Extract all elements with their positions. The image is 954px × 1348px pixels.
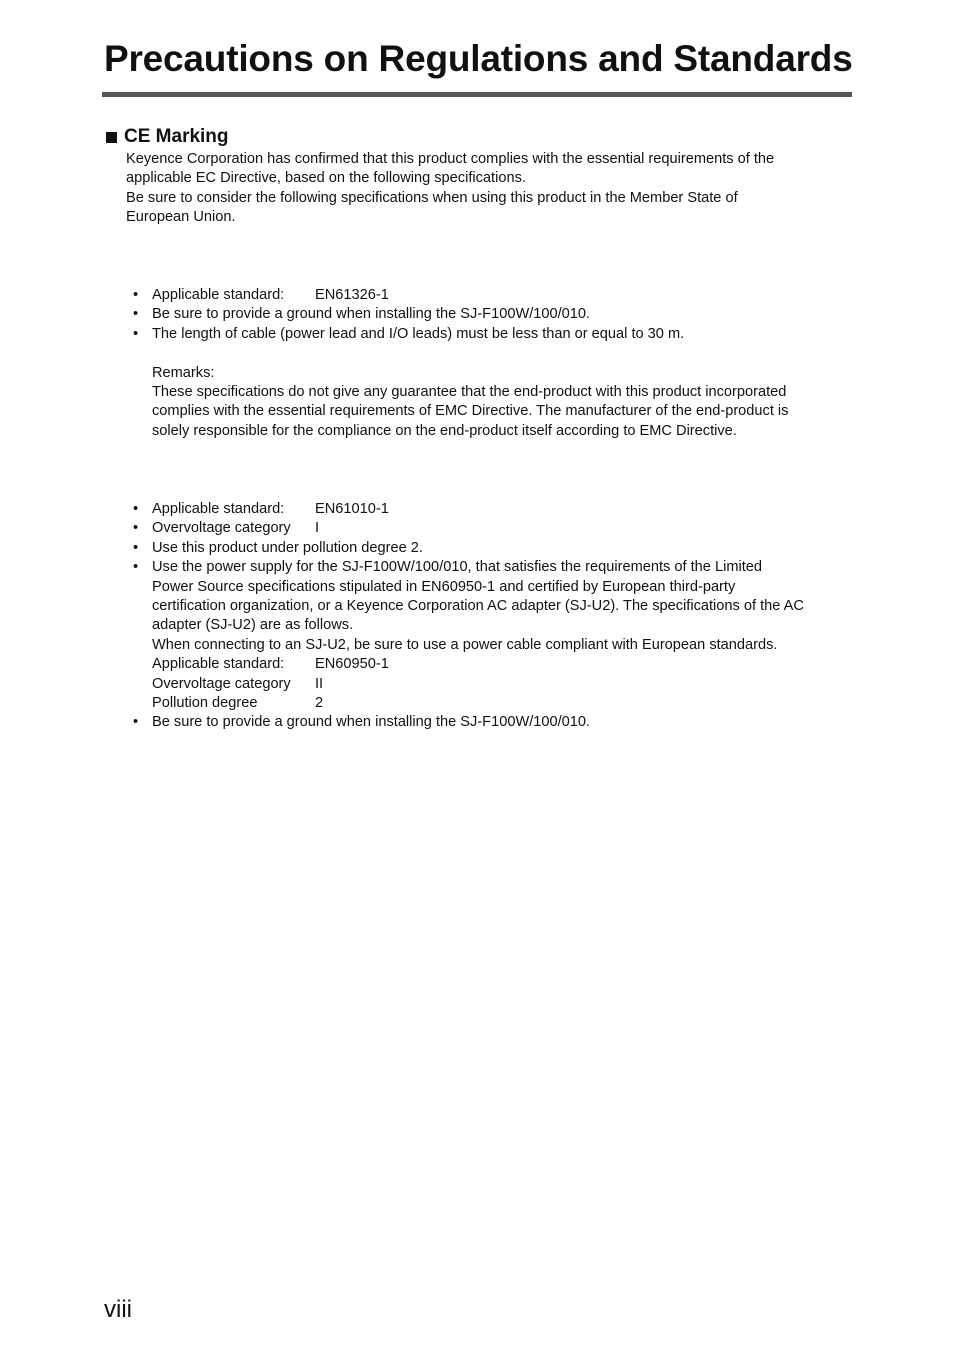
spec-value: EN60950-1 [315, 656, 389, 673]
list-item-text: Be sure to provide a ground when installing the SJ-F100W/100/010. [152, 306, 591, 323]
spec-label: Overvoltage category [152, 520, 291, 537]
list-item [133, 286, 853, 305]
bullet-dot-icon: • [133, 559, 139, 576]
square-bullet-icon [106, 132, 117, 143]
list-item [133, 558, 853, 713]
ce-intro-line: European Union. [126, 209, 236, 226]
adapter-spec-row [152, 655, 853, 674]
bullet-dot-icon: • [133, 714, 139, 731]
list-item [133, 305, 853, 324]
ce-intro-line: Be sure to consider the following specifications when using this product in the Member State of [126, 189, 738, 206]
spec-label: Applicable standard: [152, 287, 285, 303]
bullet-dot-icon: • [133, 539, 139, 556]
spec-label: Applicable standard: [152, 501, 285, 517]
lvd-list [133, 500, 853, 733]
list-item-line: adapter (SJ-U2) are as follows. [152, 617, 354, 634]
spec-value: I [315, 520, 320, 537]
spec-value: II [315, 675, 324, 692]
remarks-line: solely responsible for the compliance on the end-product itself according to EMC Directive. [152, 422, 737, 439]
remarks [152, 364, 853, 442]
ce-intro [126, 150, 846, 228]
list-item-line: certification organization, or a Keyence Corporation AC adapter (SJ-U2). The specifications of the AC [152, 598, 804, 615]
spec-label: Pollution degree [152, 695, 258, 712]
list-item [133, 519, 853, 538]
list-item [133, 325, 853, 441]
bullet-dot-icon: • [133, 520, 139, 537]
emc-list [133, 286, 853, 441]
bullet-dot-icon: • [133, 325, 139, 342]
spec-value: EN61010-1 [315, 501, 389, 517]
list-item-line: When connecting to an SJ-U2, be sure to use a power cable compliant with European standards. [152, 636, 778, 653]
list-item-text: Be sure to provide a ground when installing the SJ-F100W/100/010. [152, 714, 591, 731]
spec-value: EN61326-1 [315, 287, 389, 303]
spec-label: Applicable standard: [152, 656, 285, 673]
list-item [133, 500, 853, 519]
remarks-label: Remarks: [152, 364, 215, 381]
remarks-line: complies with the essential requirements of EMC Directive. The manufacturer of the end-product is [152, 403, 789, 420]
spec-value: 2 [315, 695, 324, 712]
bullet-dot-icon: • [133, 287, 139, 303]
adapter-spec-row [152, 694, 853, 713]
list-item-text: Use this product under pollution degree 2. [152, 539, 423, 556]
list-item [133, 539, 853, 558]
ce-intro-line: Keyence Corporation has confirmed that this product complies with the essential requirements of the [126, 151, 775, 167]
list-item-line: Power Source specifications stipulated in EN60950-1 and certified by European third-party [152, 578, 736, 595]
title-rule [102, 92, 852, 97]
list-item [133, 713, 853, 732]
spec-label: Overvoltage category [152, 675, 291, 692]
adapter-spec-row [152, 675, 853, 694]
ce-marking-heading [106, 126, 229, 148]
page-number: viii [104, 1296, 132, 1323]
remarks-line: These specifications do not give any guarantee that the end-product with this product incorporated [152, 384, 787, 401]
ce-marking-heading-text: CE Marking [124, 126, 229, 147]
list-item-text: The length of cable (power lead and I/O leads) must be less than or equal to 30 m. [152, 325, 685, 342]
bullet-dot-icon: • [133, 501, 139, 517]
list-item-line: Use the power supply for the SJ-F100W/100/010, that satisfies the requirements of the Limited [152, 559, 763, 576]
ce-intro-line: applicable EC Directive, based on the following specifications. [126, 170, 526, 187]
bullet-dot-icon: • [133, 306, 139, 323]
page-title: Precautions on Regulations and Standards [104, 38, 853, 79]
